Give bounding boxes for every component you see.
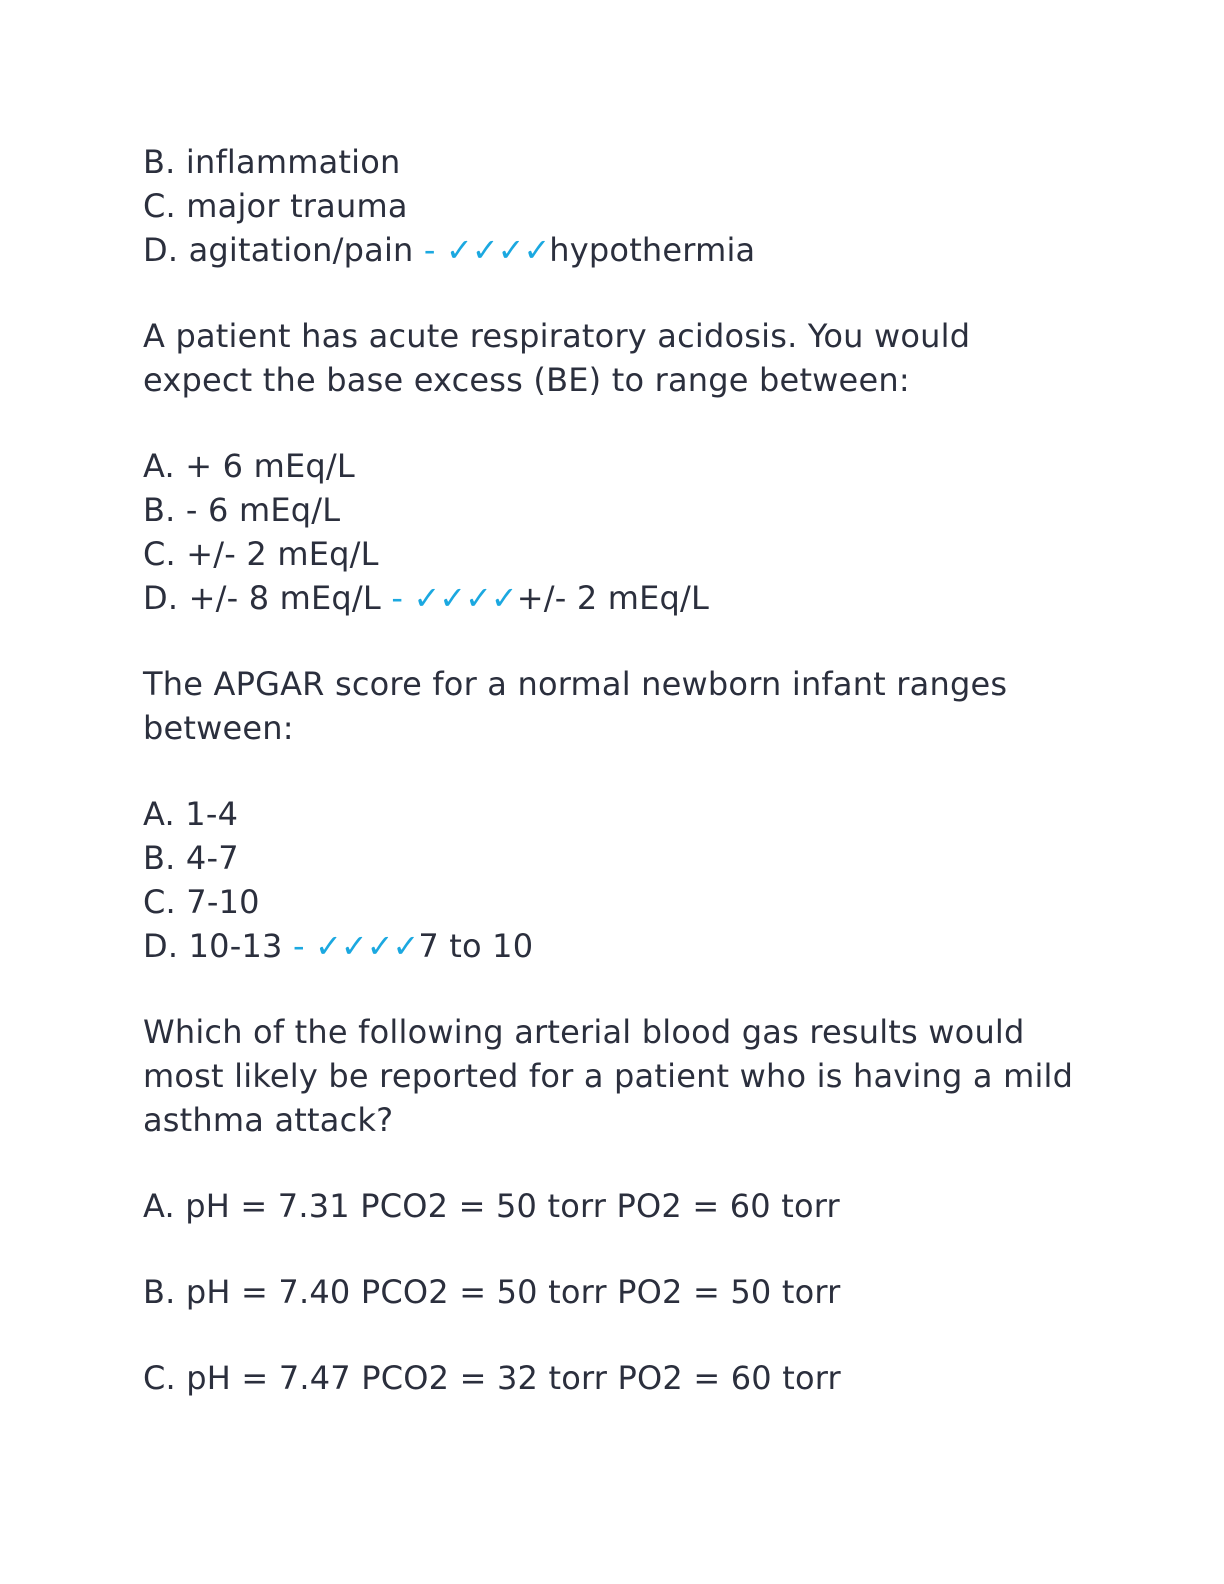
answer-text: 7 to 10 bbox=[418, 927, 534, 965]
option-a: A. pH = 7.31 PCO2 = 50 torr PO2 = 60 torr bbox=[143, 1187, 840, 1225]
option-b: B. inflammation bbox=[143, 143, 401, 181]
answer-text: +/- 2 mEq/L bbox=[516, 579, 710, 617]
option-d-label: D. agitation/pain bbox=[143, 231, 414, 269]
option-c: C. pH = 7.47 PCO2 = 32 torr PO2 = 60 torr bbox=[143, 1359, 841, 1397]
option-d-label: D. 10-13 bbox=[143, 927, 283, 965]
option-a: A. 1-4 bbox=[143, 795, 239, 833]
option-c: C. +/- 2 mEq/L bbox=[143, 535, 379, 573]
option-d-with-answer bbox=[143, 924, 1123, 968]
checkmark-icon: ✓✓✓✓ bbox=[413, 579, 517, 617]
checkmark-icon: ✓✓✓✓ bbox=[446, 231, 550, 269]
question-text-line: between: bbox=[143, 709, 294, 747]
answer-dash: - bbox=[391, 579, 404, 617]
answer-dash: - bbox=[292, 927, 305, 965]
question-text-line: most likely be reported for a patient who is having a mild bbox=[143, 1057, 1074, 1095]
option-d-with-answer bbox=[143, 228, 1123, 272]
option-c: C. major trauma bbox=[143, 187, 408, 225]
question-text-line: Which of the following arterial blood gas results would bbox=[143, 1013, 1025, 1051]
option-d-label: D. +/- 8 mEq/L bbox=[143, 579, 381, 617]
checkmark-icon: ✓✓✓✓ bbox=[315, 927, 419, 965]
option-b: B. - 6 mEq/L bbox=[143, 491, 341, 529]
option-c: C. 7-10 bbox=[143, 883, 260, 921]
answer-text: hypothermia bbox=[549, 231, 756, 269]
option-b: B. pH = 7.40 PCO2 = 50 torr PO2 = 50 torr bbox=[143, 1273, 841, 1311]
question-text-line: A patient has acute respiratory acidosis. You would bbox=[143, 317, 971, 355]
document-page bbox=[143, 140, 1123, 1400]
question-text-line: asthma attack? bbox=[143, 1101, 394, 1139]
option-d-with-answer bbox=[143, 576, 1123, 620]
question-text-line: expect the base excess (BE) to range between: bbox=[143, 361, 910, 399]
answer-dash: - bbox=[423, 231, 436, 269]
question-text-line: The APGAR score for a normal newborn infant ranges bbox=[143, 665, 1008, 703]
option-b: B. 4-7 bbox=[143, 839, 239, 877]
option-a: A. + 6 mEq/L bbox=[143, 447, 355, 485]
